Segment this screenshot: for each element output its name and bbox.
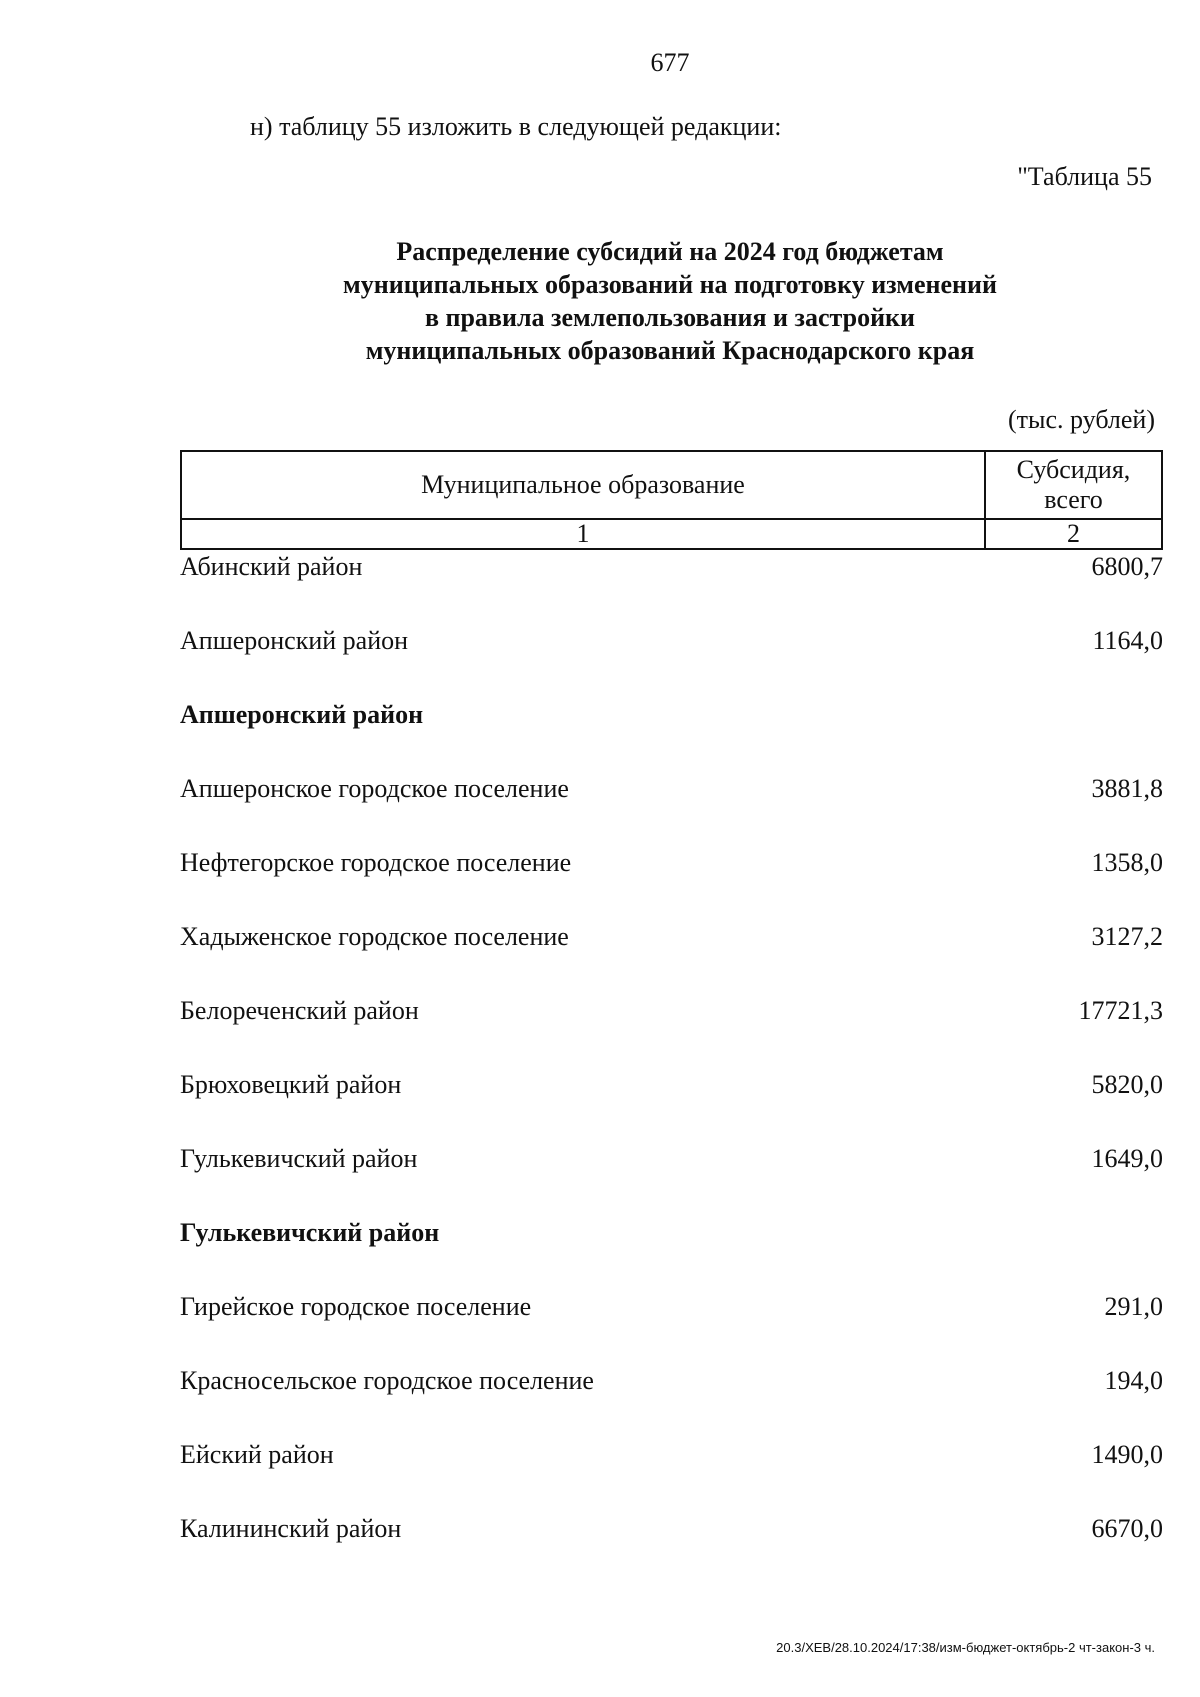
- row-name: Апшеронское городское поселение: [180, 774, 569, 803]
- row-value: 291,0: [1104, 1292, 1163, 1321]
- table-row: [180, 1292, 1163, 1366]
- column-number-1: 1: [181, 519, 985, 549]
- table-row: [180, 552, 1163, 626]
- column-header-subsidy-line2: всего: [1044, 485, 1103, 514]
- units-label: (тыс. рублей): [1007, 405, 1155, 434]
- column-number-2: 2: [985, 519, 1162, 549]
- table-row: [180, 922, 1163, 996]
- row-name: Апшеронский район: [180, 626, 409, 655]
- group-name: Апшеронский район: [180, 700, 424, 729]
- column-header-municipality: Муниципальное образование: [181, 451, 985, 519]
- table-row: [180, 996, 1163, 1070]
- title-line: муниципальных образований Краснодарского края: [365, 336, 975, 365]
- table-row: [180, 1514, 1163, 1588]
- row-name: Абинский район: [180, 552, 363, 581]
- group-name: Гулькевичский район: [180, 1218, 440, 1247]
- row-name: Белореченский район: [180, 996, 419, 1025]
- title-line: муниципальных образований на подготовку изменений: [343, 270, 997, 299]
- row-value: 194,0: [1104, 1366, 1163, 1395]
- table-row: [180, 1070, 1163, 1144]
- document-title: [180, 235, 1160, 367]
- row-value: 6800,7: [1091, 552, 1163, 581]
- row-name: Гулькевичский район: [180, 1144, 418, 1173]
- column-header-subsidy: [985, 451, 1162, 519]
- row-name: Ейский район: [180, 1440, 334, 1469]
- row-value: 17721,3: [1078, 996, 1163, 1025]
- row-value: 6670,0: [1091, 1514, 1163, 1543]
- table-row: [180, 1366, 1163, 1440]
- page-number: 677: [650, 48, 690, 77]
- table-label: "Таблица 55: [1017, 162, 1152, 191]
- table-group-row: [180, 700, 1163, 774]
- row-value: 1164,0: [1092, 626, 1163, 655]
- row-name: Хадыженское городское поселение: [180, 922, 569, 951]
- row-name: Красносельское городское поселение: [180, 1366, 594, 1395]
- table-group-row: [180, 1218, 1163, 1292]
- title-line: в правила землепользования и застройки: [424, 303, 916, 332]
- footer-document-code: 20.3/ХЕВ/28.10.2024/17:38/изм-бюджет-октябрь-2 чт-закон-3 ч.: [776, 1640, 1155, 1655]
- column-header-subsidy-line1: Субсидия,: [1016, 455, 1131, 484]
- row-value: 3127,2: [1091, 922, 1163, 951]
- table-row: [180, 774, 1163, 848]
- row-name: Брюховецкий район: [180, 1070, 402, 1099]
- row-name: Нефтегорское городское поселение: [180, 848, 572, 877]
- table-row: [180, 1144, 1163, 1218]
- table-body: [180, 552, 1163, 1588]
- table-row: [180, 626, 1163, 700]
- intro-text: н) таблицу 55 изложить в следующей редакции:: [250, 112, 782, 141]
- table-header: [180, 450, 1163, 550]
- table-row: [180, 848, 1163, 922]
- table-row: [180, 1440, 1163, 1514]
- row-name: Калининский район: [180, 1514, 402, 1543]
- row-name: Гирейское городское поселение: [180, 1292, 532, 1321]
- title-line: Распределение субсидий на 2024 год бюджетам: [396, 237, 944, 266]
- row-value: 5820,0: [1091, 1070, 1163, 1099]
- row-value: 1649,0: [1091, 1144, 1163, 1173]
- row-value: 1490,0: [1091, 1440, 1163, 1469]
- row-value: 3881,8: [1091, 774, 1163, 803]
- row-value: 1358,0: [1091, 848, 1163, 877]
